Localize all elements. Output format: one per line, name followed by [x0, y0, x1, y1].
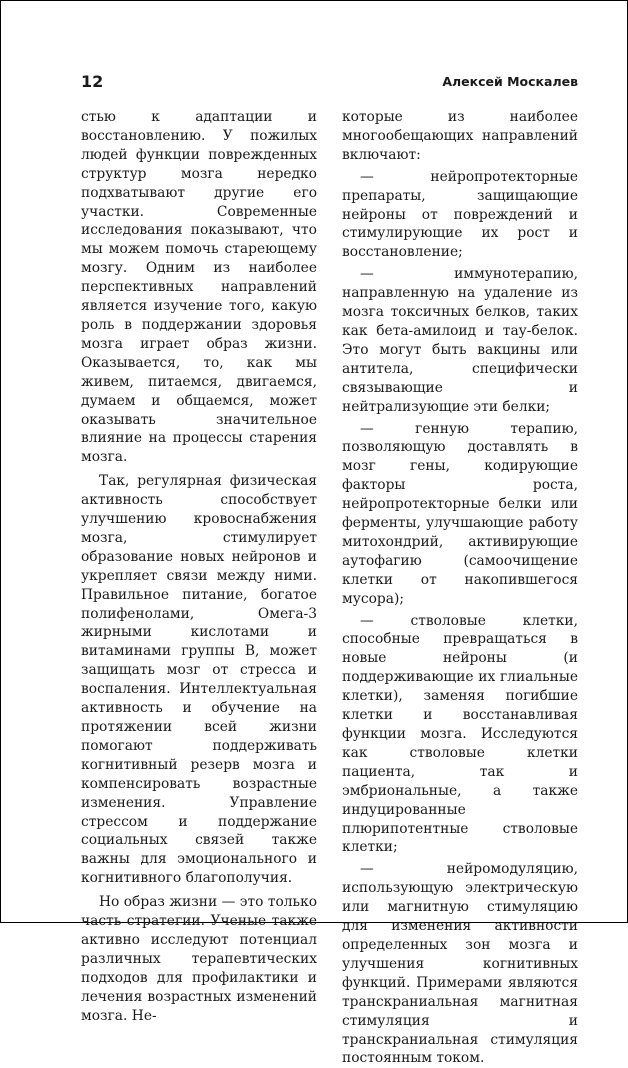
running-head: Алексей Москалев — [442, 74, 578, 89]
paragraph: Но образ жизни — это только часть стратегии. Ученые также активно исследуют потенциал различных терапевтических подходов для профилактики и лечения возрастных изменений мозга. Не- — [81, 894, 317, 1024]
list-item: — нейропротекторные препараты, защищающие нейроны от повреждений и стимулирующие их рост и восстановление; — [342, 168, 578, 261]
right-column — [342, 108, 578, 1068]
paragraph: Так, регулярная физическая активность способствует улучшению кровоснабжения мозга, стимулирует образование новых нейронов и укрепляет связи между ними. Правильное питание, богатое полифенолами, Омега-3 жирными кислотами и витаминами группы В, может защищать мозг от стресса и воспаления. Интеллектуальная активность и обучение на протяжении всей жизни помогают поддерживать когнитивный резерв мозга и компенсировать возрастные изменения. Управление стрессом и поддержание социальных связей также важны для эмоционального и когнитивного благополучия. — [81, 473, 317, 887]
list-item: — иммунотерапию, направленную на удаление из мозга токсичных белков, таких как бета-амилоид и тау-белок. Это могут быть вакцины или антитела, специфически связывающие и нейтрализующие эти белки; — [342, 266, 578, 415]
list-item: — нейромодуляцию, использующую электрическую или магнитную стимуляцию для изменения активности определенных зон мозга и улучшения когнитивных функций. Примерами являются транскраниальная магнитная стимуляция и транскраниальная стимуляция постоянным током. — [342, 861, 578, 1067]
paragraph: стью к адаптации и восстановлению. У пожилых людей функции поврежденных структур мозга нередко подхватывают другие его участки. Современные исследования показывают, что мы можем помочь стареющему мозгу. Одним из наиболее перспективных направлений является изучение того, какую роль в поддержании здоровья мозга играет образ жизни. Оказывается, то, как мы живем, питаемся, двигаемся, думаем и общаемся, может оказывать значительное влияние на процессы старения мозга. — [81, 109, 317, 466]
paragraph: которые из наиболее многообещающих направлений включают: — [342, 109, 578, 163]
page-number: 12 — [81, 72, 104, 91]
list-item: — генную терапию, позволяющую доставлять в мозг гены, кодирующие факторы роста, нейропротекторные белки или ферменты, улучшающие работу митохондрий, активирующие аутофагию (самоочищение клетки от накопившегося мусора); — [342, 420, 578, 607]
left-column — [81, 108, 317, 1026]
list-item: — стволовые клетки, способные превращаться в новые нейроны (и поддерживающие их глиальные клетки), заменяя погибшие клетки и восстанавливая функции мозга. Исследуются как стволовые клетки пациента, так и эмбриональные, а также индуцированные плюрипотентные стволовые клетки; — [342, 612, 578, 856]
